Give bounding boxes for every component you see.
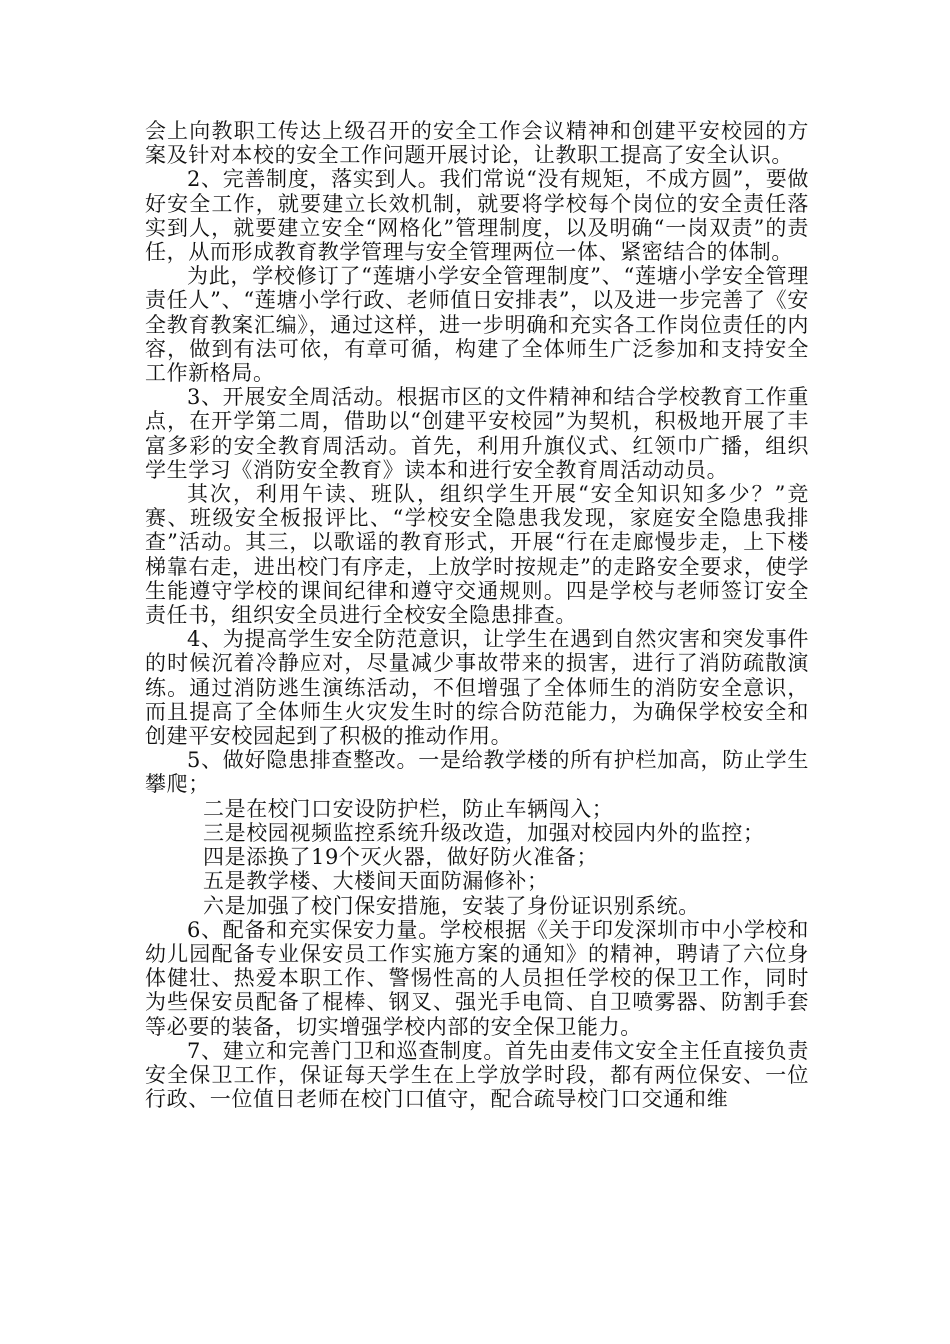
list-item-4: 四是添换了19个灭火器，做好防火准备； xyxy=(203,845,599,870)
document-page xyxy=(145,119,809,1111)
paragraph-2: 2、完善制度，落实到人。我们常说“没有规矩，不成方圆”，要做好安全工作，就要建立长效机制，就要将学校每个岗位的安全责任落实到人，就要建立安全“网格化”管理制度，以及明确“一岗双责”的责任，从而形成教育教学管理与安全管理两位一体、紧密结合的体制。 xyxy=(145,167,809,265)
list-item-2: 二是在校门口安设防护栏，防止车辆闯入； xyxy=(203,796,614,821)
list-item-3: 三是校园视频监控系统升级改造，加强对校园内外的监控； xyxy=(203,820,765,845)
list-item-5: 五是教学楼、大楼间天面防漏修补； xyxy=(203,869,549,894)
paragraph-9: 7、建立和完善门卫和巡查制度。首先由麦伟文安全主任直接负责安全保卫工作，保证每天学生在上学放学时段，都有两位保安、一位行政、一位值日老师在校门口值守，配合疏导校门口交通和维 xyxy=(145,1038,809,1112)
list-item-6: 六是加强了校门保安措施，安装了身份证识别系统。 xyxy=(203,893,700,918)
paragraph-5: 其次，利用午读、班队，组织学生开展“安全知识知多少？”竞赛、班级安全板报评比、“学校安全隐患我发现，家庭安全隐患我排查”活动。其三，以歌谣的教育形式，开展“行在走廊慢步走，上下楼梯靠右走，进出校门有序走，上放学时按规走”的走路安全要求，使学生能遵守学校的课间纪律和遵守交通规则。四是学校与老师签订安全责任书，组织安全员进行全校安全隐患排查。 xyxy=(145,482,809,628)
paragraph-6: 4、为提高学生安全防范意识，让学生在遇到自然灾害和突发事件的时候沉着冷静应对，尽量减少事故带来的损害，进行了消防疏散演练。通过消防逃生演练活动，不但增强了全体师生的消防安全意识，而且提高了全体师生火灾发生时的综合防范能力，为确保学校安全和创建平安校园起到了积极的推动作用。 xyxy=(145,627,809,749)
paragraph-7: 5、做好隐患排查整改。一是给教学楼的所有护栏加高，防止学生攀爬； xyxy=(145,748,809,797)
paragraph-1: 会上向教职工传达上级召开的安全工作会议精神和创建平安校园的方案及针对本校的安全工作问题开展讨论，让教职工提高了安全认识。 xyxy=(145,119,809,168)
paragraph-3: 为此，学校修订了“莲塘小学安全管理制度”、“莲塘小学安全管理责任人”、“莲塘小学行政、老师值日安排表”，以及进一步完善了《安全教育教案汇编》，通过这样，进一步明确和充实各工作岗位责任的内容，做到有法可依，有章可循，构建了全体师生广泛参加和支持安全工作新格局。 xyxy=(145,264,809,386)
paragraph-8: 6、配备和充实保安力量。学校根据《关于印发深圳市中小学校和幼儿园配备专业保安员工作实施方案的通知》的精神，聘请了六位身体健壮、热爱本职工作、警惕性高的人员担任学校的保卫工作，同时为些保安员配备了棍棒、钢叉、强光手电筒、自卫喷雾器、防割手套等必要的装备，切实增强学校内部的安全保卫能力。 xyxy=(145,917,809,1039)
paragraph-4: 3、开展安全周活动。根据市区的文件精神和结合学校教育工作重点，在开学第二周，借助以“创建平安校园”为契机，积极地开展了丰富多彩的安全教育周活动。首先，利用升旗仪式、红领巾广播，组织学生学习《消防安全教育》读本和进行安全教育周活动动员。 xyxy=(145,385,809,482)
